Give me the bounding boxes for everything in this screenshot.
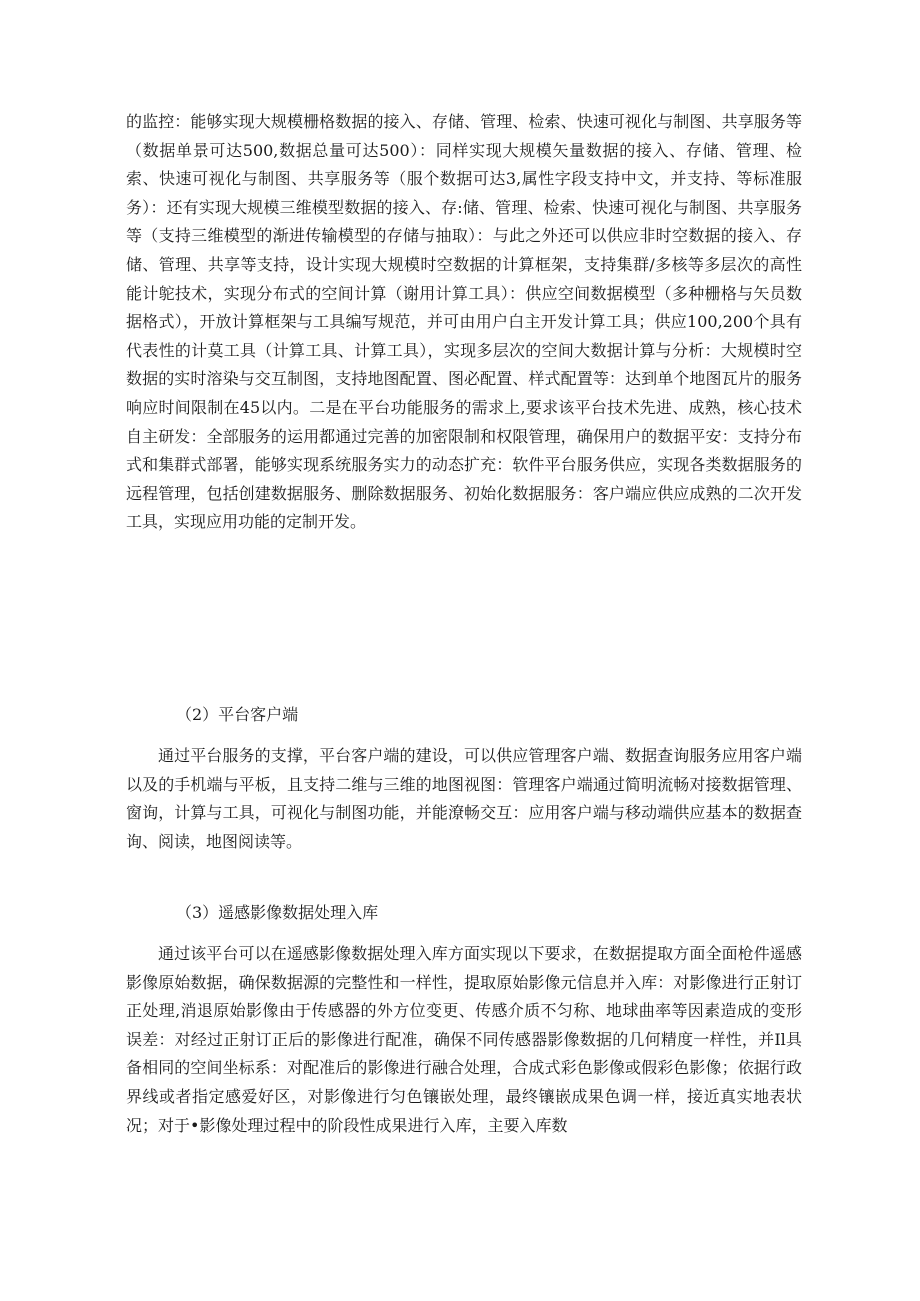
paragraph-platform-services: 的监控：能够实现大规模栅格数据的接入、存储、管理、检索、快速可视化与制图、共享服务等（数据单景可达500,数据总量可达500）：同样实现大规模矢量数据的接入、存储、管理、检索、快速可视化与制图、共享服务等（服个数据可达3,属性字段支持中文，并支持、等标准服务）：还有实现大规模三维模型数据的接入、存:储、管理、检索、快速可视化与制图、共享服务等（支持三维模型的渐进传输模型的存储与抽取）：与此之外还可以供应非时空数据的接入、存储、管理、共享等支持，设计实现大规模时空数据的计算框架，支持集群/多核等多层次的高性能计鸵技术，实现分布式的空间计算（谢用计算工具）：供应空间数据模型（多种栅格与矢员数据格式），开放计算框架与工具编写规范，并可由用户白主开发计算工具；供应100,200个具有代表性的计莫工具（计算工具、计算工具），实现多层次的空间大数据计算与分析：大规模时空数据的实时溶染与交互制图，支持地图配置、图必配置、样式配置等：达到单个地图瓦片的服务响应时间限制在45以内。二是在平台功能服务的需求上,要求该平台技术先进、成熟，核心技术自主研发：全部服务的运用都通过完善的加密限制和权限管理，确保用户的数据平安：支持分布式和集群式部署，能够实现系统服务实力的动态扩充：软件平台服务供应，实现各类数据服务的远程管理，包括创建数据服务、删除数据服务、初始化数据服务：客户端应供应成熟的二次开发工具，实现应用功能的定制开发。 (126, 112, 802, 532)
section-heading-remote-sensing: （3）遥感影像数据处理入库 (176, 903, 379, 922)
paragraph-remote-sensing: 通过该平台可以在遥感影像数据处理入库方面实现以下要求，在数据提取方面全面枪件遥感影像原始数据，确保数据源的完整性和一样性，提取原始影像元信息并入库：对影像进行正射订正处理,消退原始影像由于传感器的外方位变更、传感介质不匀称、地球曲率等因素造成的变形误差：对经过正射订正后的影像进行配准，确保不同传感器影像数据的几何精度一样性，并Il具备相同的空间坐标系：对配准后的影像进行融合处理，合成式彩色影像或假彩色影像；依据行政界线或者指定感爱好区，对影像进行匀色镶嵌处理，最终镶嵌成果色调一样，接近真实地表状况；对于•影像处理过程中的阶段性成果进行入库，主要入库数 (126, 944, 802, 1135)
paragraph-platform-client: 通过平台服务的支撑，平台客户端的建设，可以供应管理客户端、数据查询服务应用客户端以及的手机端与平板，且支持二维与三维的地图视图：管理客户端通过简明流畅对接数据管理、窗询，计算与工具，可视化与制图功能，并能潦畅交互：应用客户端与移动端供应基本的数据查询、阅读，地图阅读等。 (126, 746, 802, 851)
section-heading-platform-client: （2）平台客户端 (176, 705, 299, 724)
